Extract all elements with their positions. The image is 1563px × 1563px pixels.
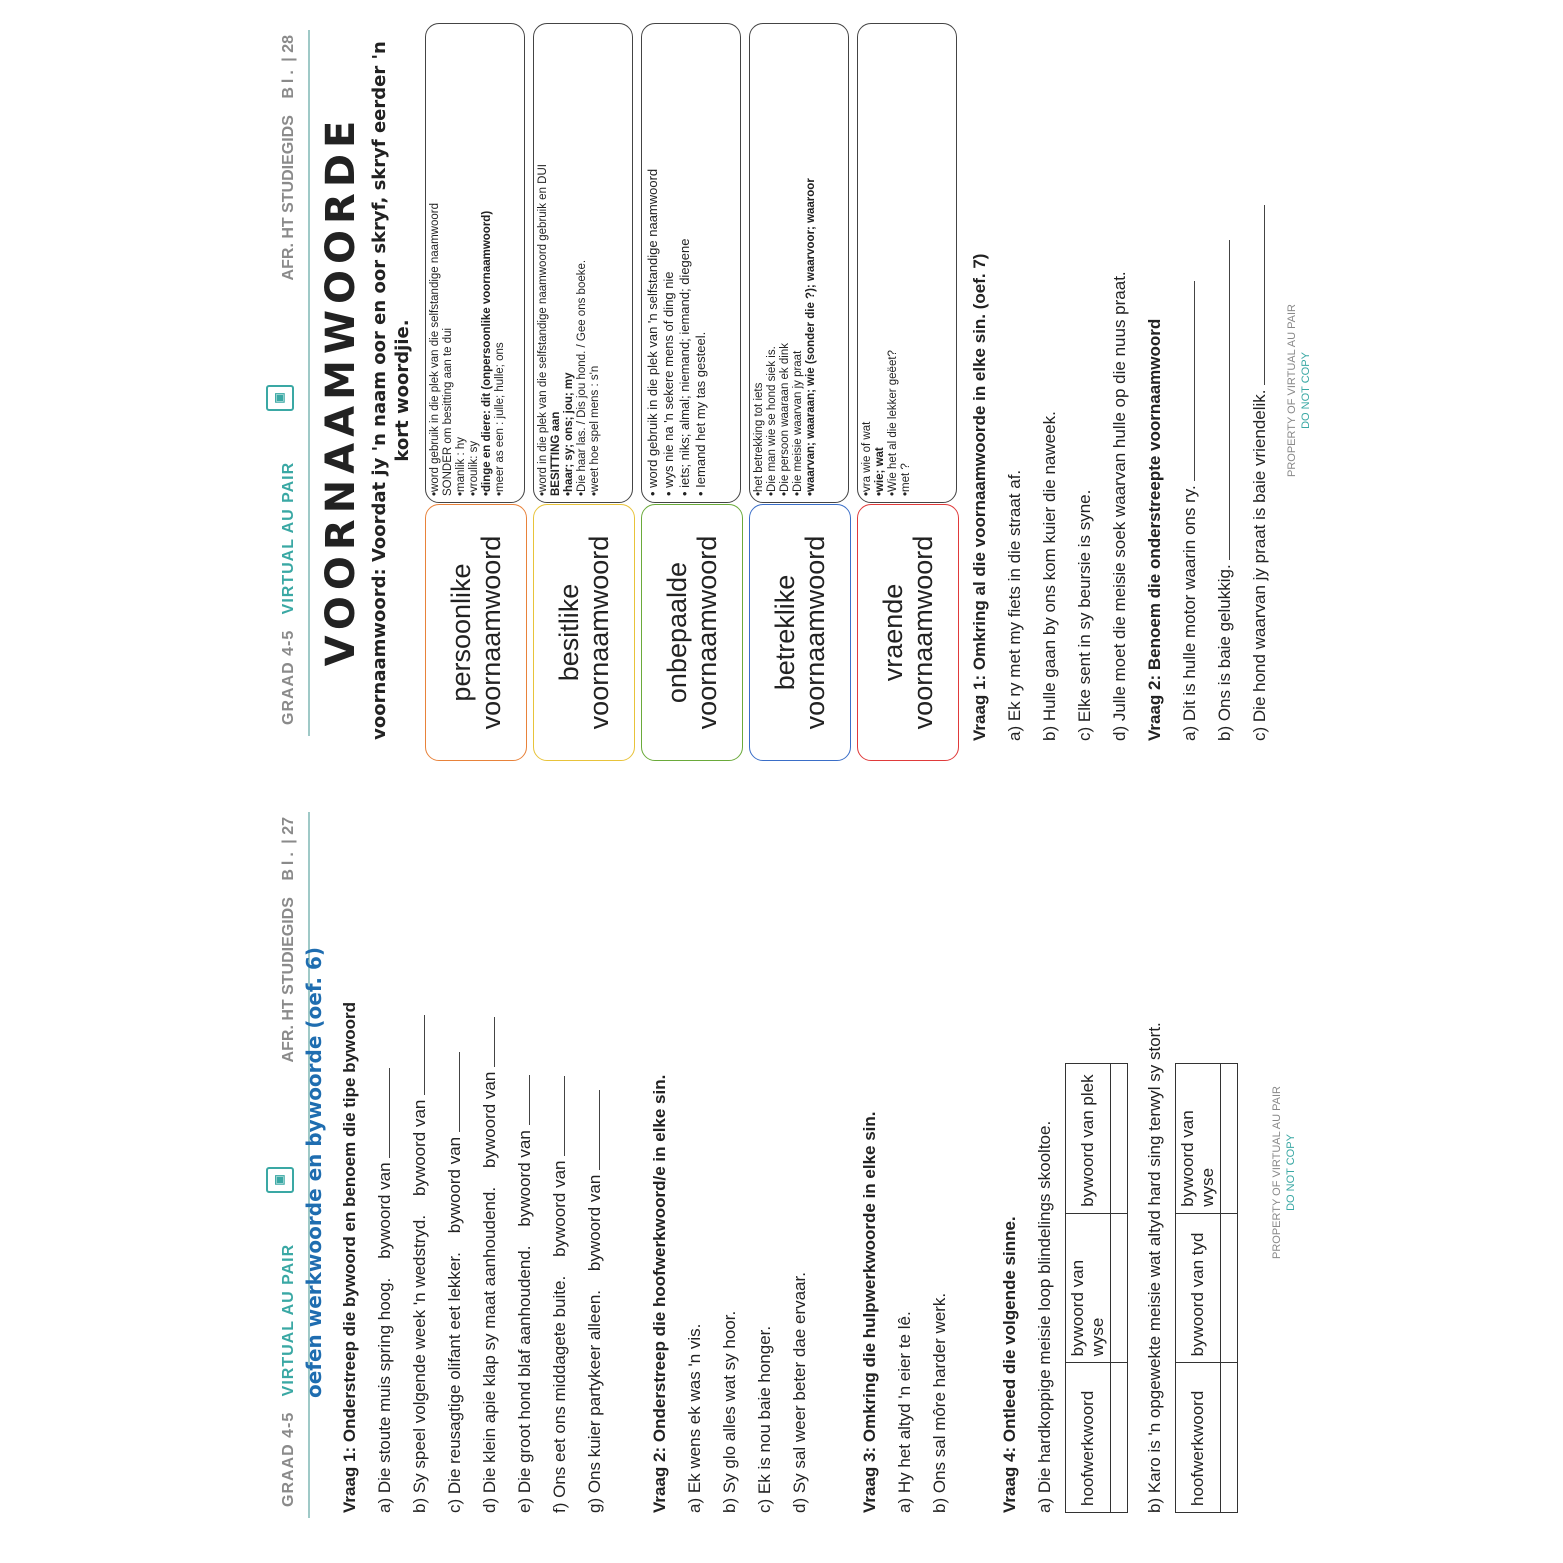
type-label: besitlike voornaamwoord [533,504,635,761]
type-row-betreklike [749,21,852,761]
type-label: vraende voornaamwoord [857,504,959,761]
q2-item-c: c) Ek is nou baie honger. [755,1325,774,1513]
page-title: VOORNAAMWOORDE [318,114,364,667]
answer-cell[interactable] [1221,1064,1238,1214]
q1-item-g: g) Ons kuier partykeer alleen. bywoord van [585,1090,605,1513]
q4-item-b: b) Karo is 'n opgewekte meisie wat altyd hard sing terwyl sy stort. [1145,1022,1164,1513]
type-row-vraende [857,21,960,761]
q1-item-c: c) Die reusagtige olifant eet lekker. bywoord van [445,1052,465,1513]
table-header-cell: hoofwerkwoord [1176,1363,1221,1513]
q1-heading: Vraag 1: Omkring al die voornaamwoorde in elke sin. (oef. 7) [970,253,989,741]
page-footer: PROPERTY OF VIRTUAL AU PAIR DO NOT COPY [1286,304,1312,477]
answer-line[interactable] [550,1076,565,1156]
answer-cell[interactable] [1111,1363,1128,1513]
q1-item-b: b) Sy speel volgende week 'n wedstryd. bywoord van [410,1015,430,1513]
answer-line[interactable] [1215,240,1230,560]
q1-heading: Vraag 1: Onderstreep die bywoord en benoem die tipe bywoord [340,1001,359,1513]
guide-label: AFR. HT STUDIEGIDS [280,115,297,281]
q1-item-b: b) Hulle gaan by ons kom kuier die naweek. [1040,411,1059,741]
q2-item-a: a) Dit is hulle motor waarin ons ry. [1180,281,1200,741]
page-27 [240,782,1300,1563]
q2-heading: Vraag 2: Onderstreep die hoofwerkwoord/e in elke sin. [650,1074,669,1513]
answer-cell[interactable] [1221,1363,1238,1513]
q1-item-a: a) Ek ry met my fiets in die straat af. [1005,469,1024,741]
q1-item-c: c) Elke sent in sy beursie is syne. [1075,489,1094,741]
page-number: 28 [280,35,297,53]
q1-item-f: f) Ons eet ons middagete buite. bywoord van [550,1076,570,1513]
type-description: •word gebruik in die plek van die selfstandige naamwoord SONDER om besitting aan te dui •manlik : hy •vroulik: sy •dinge en diere: dit (onpersoonlike voornaamwoord) •meer as een : julle; hulle; ons [425,23,525,503]
q2-item-c: c) Die hond waarvan jy praat is baie vriendelik. [1250,205,1270,741]
type-label: onbepaalde voornaamwoord [641,504,743,761]
header-rule [308,30,310,736]
page-number: 27 [280,817,297,835]
answer-line[interactable] [515,1075,530,1125]
answer-line[interactable] [585,1090,600,1170]
answer-cell[interactable] [1221,1213,1238,1363]
type-row-onbepaalde [641,21,744,761]
table-header-cell: bywoord van wyse [1066,1213,1111,1363]
q2-item-b: b) Ons is baie gelukkig. [1215,240,1235,741]
logo-icon: ▣ [266,1167,294,1193]
type-description: •vra wie of wat •wie; wat •Wie het al die lekker geëet? •met ? [857,23,957,503]
guide-label: AFR. HT STUDIEGIDS [280,897,297,1063]
analysis-table-b [1175,1063,1238,1513]
bl-label: Bl. [280,66,297,99]
q1-item-d: d) Julle moet die meisie soek waarvan hulle op die nuus praat. [1110,271,1129,741]
q3-item-b: b) Ons sal môre harder werk. [930,1292,949,1513]
analysis-table-a [1065,1063,1128,1513]
answer-line[interactable] [1180,281,1195,481]
table-header-cell: bywoord van wyse [1176,1064,1221,1214]
answer-line[interactable] [375,1068,390,1158]
type-label: persoonlike voornaamwoord [425,504,527,761]
page-divider: | [280,839,297,844]
answer-line[interactable] [410,1015,425,1095]
q3-item-a: a) Hy het altyd 'n eier te lê. [895,1311,914,1513]
page-title: oefen werkwoorde en bywoorde (oef. 6) [302,946,326,1399]
answer-cell[interactable] [1111,1213,1128,1363]
page-footer: PROPERTY OF VIRTUAL AU PAIR DO NOT COPY [1271,1086,1297,1259]
q2-item-b: b) Sy glo alles wat sy hoor. [720,1310,739,1513]
q1-item-a: a) Die stoute muis spring hoog. bywoord van [375,1068,395,1513]
answer-line[interactable] [445,1052,460,1132]
type-description: • word gebruik in die plek van 'n selfstandige naamwoord • wys nie na 'n sekere mens of ding nie • iets; niks; almal; niemand; iemand; diegene • Iemand het my tas gesteel. [641,23,741,503]
page-28 [240,0,1312,781]
q2-item-a: a) Ek wens ek was 'n vis. [685,1323,704,1513]
type-row-besitlike [533,21,636,761]
q4-heading: Vraag 4: Ontleed die volgende sinne. [1000,1216,1019,1513]
answer-cell[interactable] [1111,1064,1128,1214]
table-header-cell: bywoord van plek [1066,1064,1111,1214]
brand-label: VIRTUAL AU PAIR [280,1243,297,1397]
q2-item-d: d) Sy sal weer beter dae ervaar. [790,1272,809,1513]
q3-heading: Vraag 3: Omkring die hulpwerkwoorde in elke sin. [860,1111,879,1513]
type-description: •word in die plek van die selfstandige naamwoord gebruik en DUI BESITTING aan •haar; sy; ons; jou; my •Die haar las. / Dis jou hond. / Gee ons boeke. •weet hoe spel mens : s'n [533,23,633,503]
logo-icon: ▣ [266,385,294,411]
grade-label: GRAAD 4-5 [280,1411,297,1507]
answer-line[interactable] [480,1017,495,1067]
definition: voornaamwoord: Voordat jy 'n naam oor en oor skryf, skryf eerder 'n kort woordjie. [369,41,413,740]
q1-item-e: e) Die groot hond blaf aanhoudend. bywoord van [515,1075,535,1513]
brand-label: VIRTUAL AU PAIR [280,461,297,615]
page-divider: | [280,57,297,62]
q2-heading: Vraag 2: Benoem die onderstreepte voornaamwoord [1145,318,1164,741]
type-row-persoonlike [425,21,528,761]
bl-label: Bl. [280,848,297,881]
page-header [260,0,310,781]
type-description: •het betrekking tot iets •Die man wie se hond siek is. •Die persoon waaraan ek dink •Die meisie waarvan jy praat •waarvan; waaraan; wie (sonder die ?); waarvoor; waaroor [749,23,849,503]
type-label: betreklike voornaamwoord [749,504,851,761]
q4-item-a: a) Die hardkoppige meisie loop blindelings skooltoe. [1035,1120,1054,1513]
table-header-cell: bywoord van tyd [1176,1213,1221,1363]
answer-line[interactable] [1250,205,1265,385]
table-header-cell: hoofwerkwoord [1066,1363,1111,1513]
q1-item-d: d) Die klein apie klap sy maat aanhoudend. bywoord van [480,1017,500,1513]
grade-label: GRAAD 4-5 [280,629,297,725]
